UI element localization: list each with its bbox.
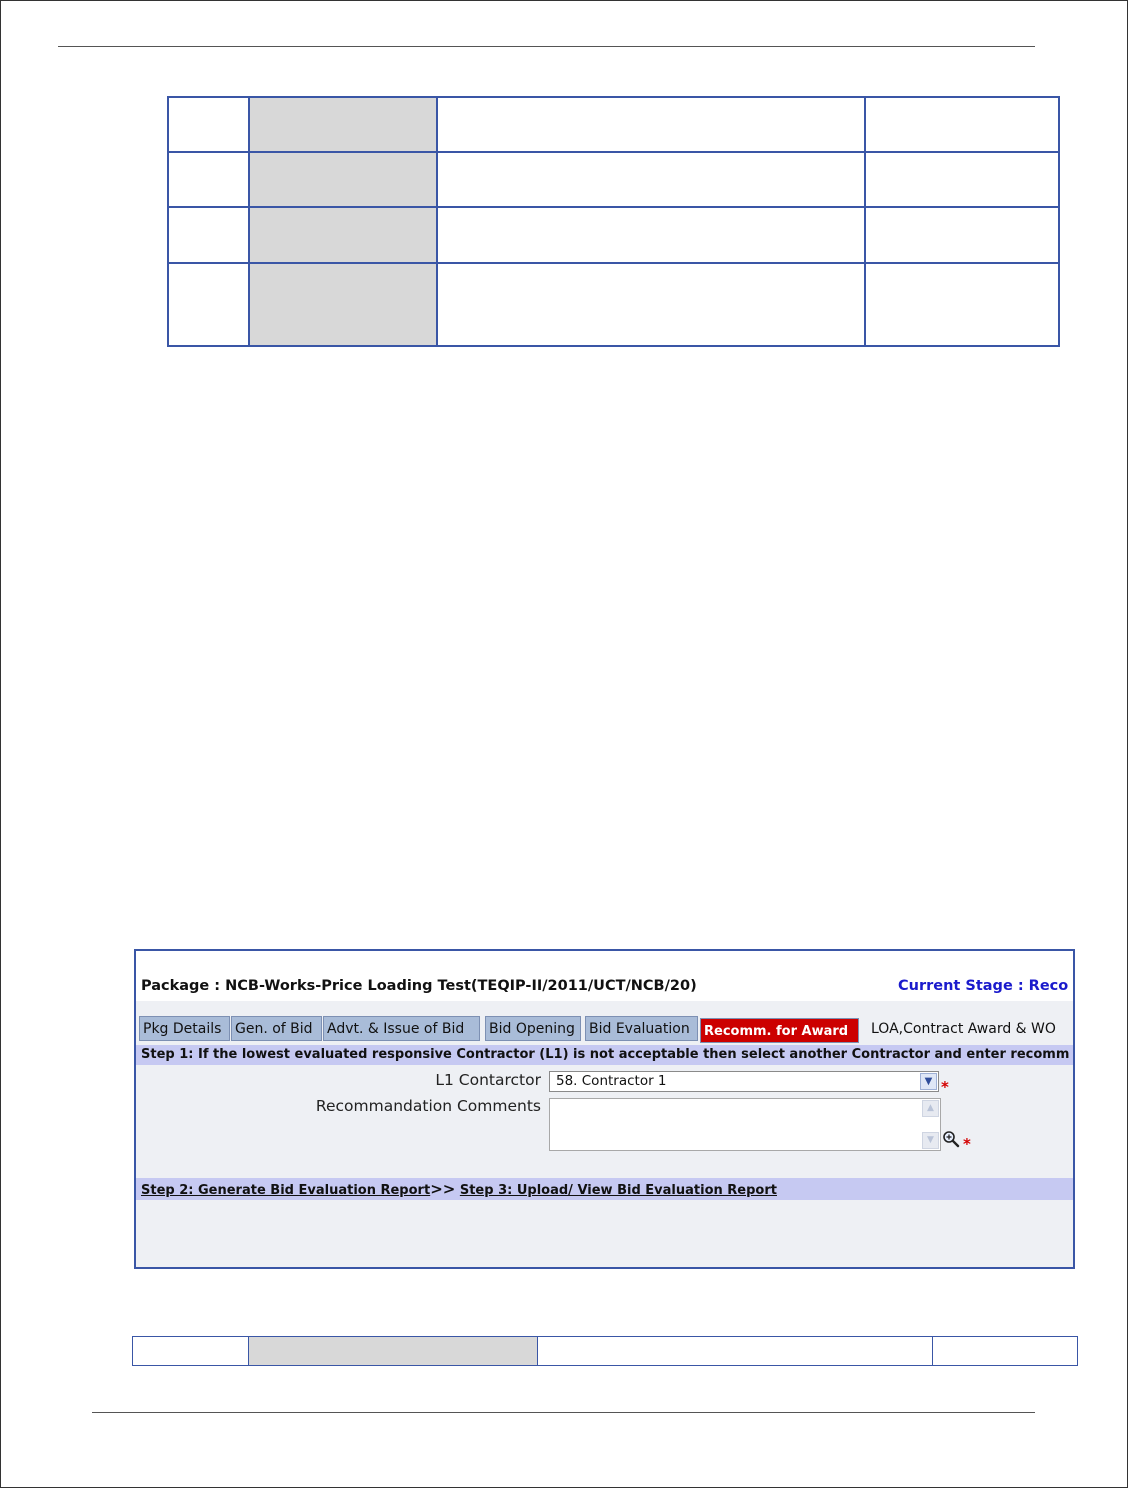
step-separator: >> (430, 1180, 456, 1198)
table-row (168, 263, 1059, 346)
tab-gen-of-bid[interactable]: Gen. of Bid (231, 1016, 322, 1041)
scroll-down-icon[interactable]: ▼ (922, 1132, 939, 1149)
table-row (168, 97, 1059, 152)
footer-rule (92, 1412, 1035, 1413)
tab-advt-issue-of-bid[interactable]: Advt. & Issue of Bid (323, 1016, 480, 1041)
tab-loa-contract-award[interactable]: LOA,Contract Award & WO (871, 1021, 1056, 1037)
package-title: Package : NCB-Works-Price Loading Test(TEQIP-II/2011/UCT/NCB/20) (141, 978, 697, 994)
comments-textarea[interactable] (549, 1098, 941, 1151)
tab-bid-opening[interactable]: Bid Opening (485, 1016, 581, 1041)
generate-report-link[interactable]: Step 2: Generate Bid Evaluation Report (141, 1183, 431, 1198)
required-marker: * (963, 1135, 971, 1153)
recommendation-screen (134, 949, 1075, 1269)
current-stage: Current Stage : Reco (898, 978, 1069, 994)
tab-bid-evaluation[interactable]: Bid Evaluation (585, 1016, 698, 1041)
table-row (133, 1337, 1078, 1366)
comments-label: Recommandation Comments (315, 1097, 541, 1115)
zoom-icon[interactable] (942, 1130, 960, 1148)
upload-report-link[interactable]: Step 3: Upload/ View Bid Evaluation Report (459, 1183, 777, 1198)
contractor-select-value: 58. Contractor 1 (556, 1073, 667, 1089)
step1-instruction: Step 1: If the lowest evaluated responsive Contractor (L1) is not acceptable then select another Contractor and enter recomm (136, 1045, 1075, 1065)
scroll-up-icon[interactable]: ▲ (922, 1100, 939, 1117)
tab-pkg-details[interactable]: Pkg Details (139, 1016, 230, 1041)
table-row (168, 207, 1059, 263)
screen-top-band (136, 951, 1073, 973)
package-header (136, 973, 1073, 1001)
tab-recomm-for-award[interactable]: Recomm. for Award (700, 1018, 859, 1043)
required-marker: * (941, 1078, 949, 1096)
header-rule (58, 46, 1035, 47)
document-table-bottom (132, 1336, 1078, 1366)
table-row (168, 152, 1059, 207)
report-steps-bar (136, 1178, 1075, 1200)
chevron-down-icon[interactable]: ▼ (920, 1073, 937, 1090)
document-table-top (167, 96, 1060, 347)
contractor-select[interactable] (549, 1071, 939, 1092)
contractor-label: L1 Contarctor (435, 1071, 541, 1089)
